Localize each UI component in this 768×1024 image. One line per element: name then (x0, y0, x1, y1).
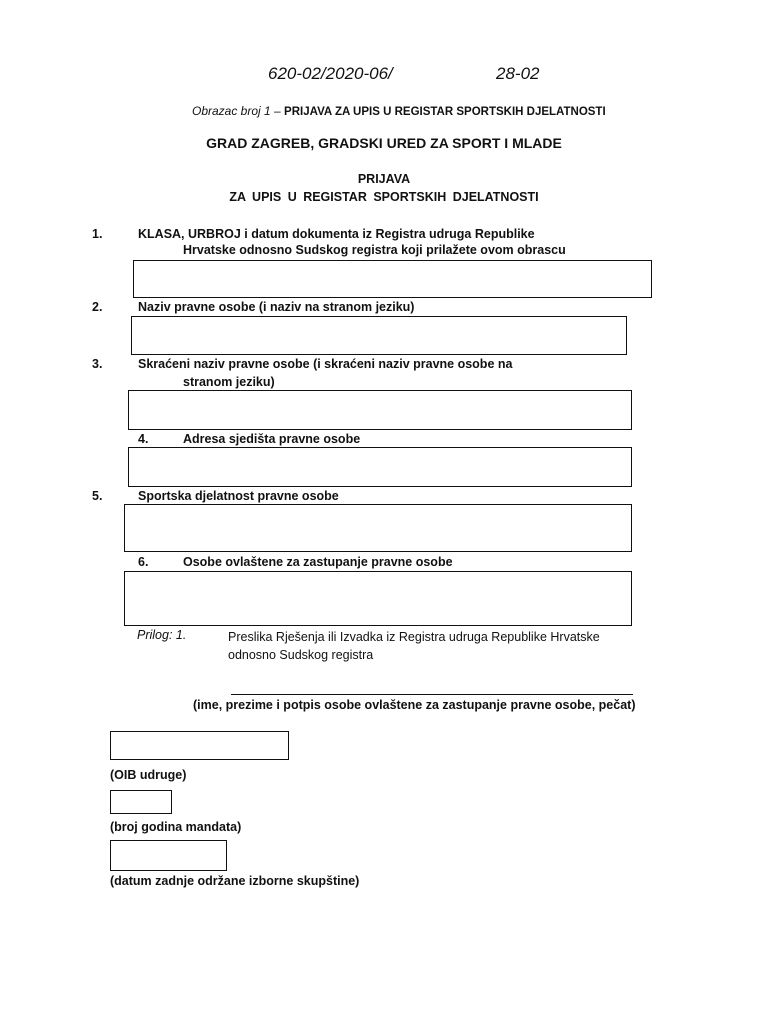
field-3-input[interactable] (128, 390, 632, 430)
attachment-label: Prilog: 1. (137, 628, 187, 642)
oib-input[interactable] (110, 731, 289, 760)
attachment-line1: Preslika Rješenja ili Izvadka iz Registra udruga Republike Hrvatske (228, 630, 600, 644)
attachment-line2: odnosno Sudskog registra (228, 648, 374, 662)
field-1-input[interactable] (133, 260, 652, 298)
signature-caption: (ime, prezime i potpis osobe ovlaštene za zastupanje pravne osobe, pečat) (193, 698, 636, 712)
mandate-years-input[interactable] (110, 790, 172, 814)
field-6-input[interactable] (124, 571, 632, 626)
field-2-input[interactable] (131, 316, 627, 355)
mandate-years-caption: (broj godina mandata) (110, 820, 242, 834)
field-5-number: 5. (92, 489, 103, 503)
form-title: PRIJAVA ZA UPIS U REGISTAR SPORTSKIH DJELATNOSTI (284, 106, 606, 118)
last-assembly-date-input[interactable] (110, 840, 227, 871)
field-4-label: Adresa sjedišta pravne osobe (183, 432, 361, 446)
field-6-label: Osobe ovlaštene za zastupanje pravne osobe (183, 555, 453, 569)
form-title-line (192, 104, 606, 118)
field-5-input[interactable] (124, 504, 632, 552)
attachment-text (228, 628, 600, 664)
field-2-number: 2. (92, 300, 103, 314)
field-3-label-cont: stranom jeziku) (183, 375, 275, 389)
office-title: GRAD ZAGREB, GRADSKI URED ZA SPORT I MLADE (206, 135, 562, 151)
field-1-label-cont: Hrvatske odnosno Sudskog registra koji prilažete ovom obrascu (183, 243, 566, 257)
reference-suffix: 28-02 (496, 64, 540, 83)
field-2-label: Naziv pravne osobe (i naziv na stranom jeziku) (138, 300, 415, 314)
form-dash: – (270, 104, 285, 118)
document-heading-line1: PRIJAVA (357, 172, 411, 186)
reference-number: 620-02/2020-06/ (268, 64, 393, 83)
field-5-label: Sportska djelatnost pravne osobe (138, 489, 339, 503)
field-1-label: KLASA, URBROJ i datum dokumenta iz Registra udruga Republike (138, 227, 535, 241)
field-4-number: 4. (138, 432, 149, 446)
field-3-label: Skraćeni naziv pravne osobe (i skraćeni naziv pravne osobe na (138, 357, 513, 371)
field-3-number: 3. (92, 357, 103, 371)
form-number: Obrazac broj 1 (192, 104, 271, 118)
field-1-number: 1. (92, 227, 103, 241)
oib-caption: (OIB udruge) (110, 768, 187, 782)
field-4-input[interactable] (128, 447, 632, 487)
document-heading-line2: ZA UPIS U REGISTAR SPORTSKIH DJELATNOSTI (229, 190, 539, 204)
field-6-number: 6. (138, 555, 149, 569)
signature-line[interactable] (231, 694, 633, 695)
last-assembly-date-caption: (datum zadnje održane izborne skupštine) (110, 874, 360, 888)
